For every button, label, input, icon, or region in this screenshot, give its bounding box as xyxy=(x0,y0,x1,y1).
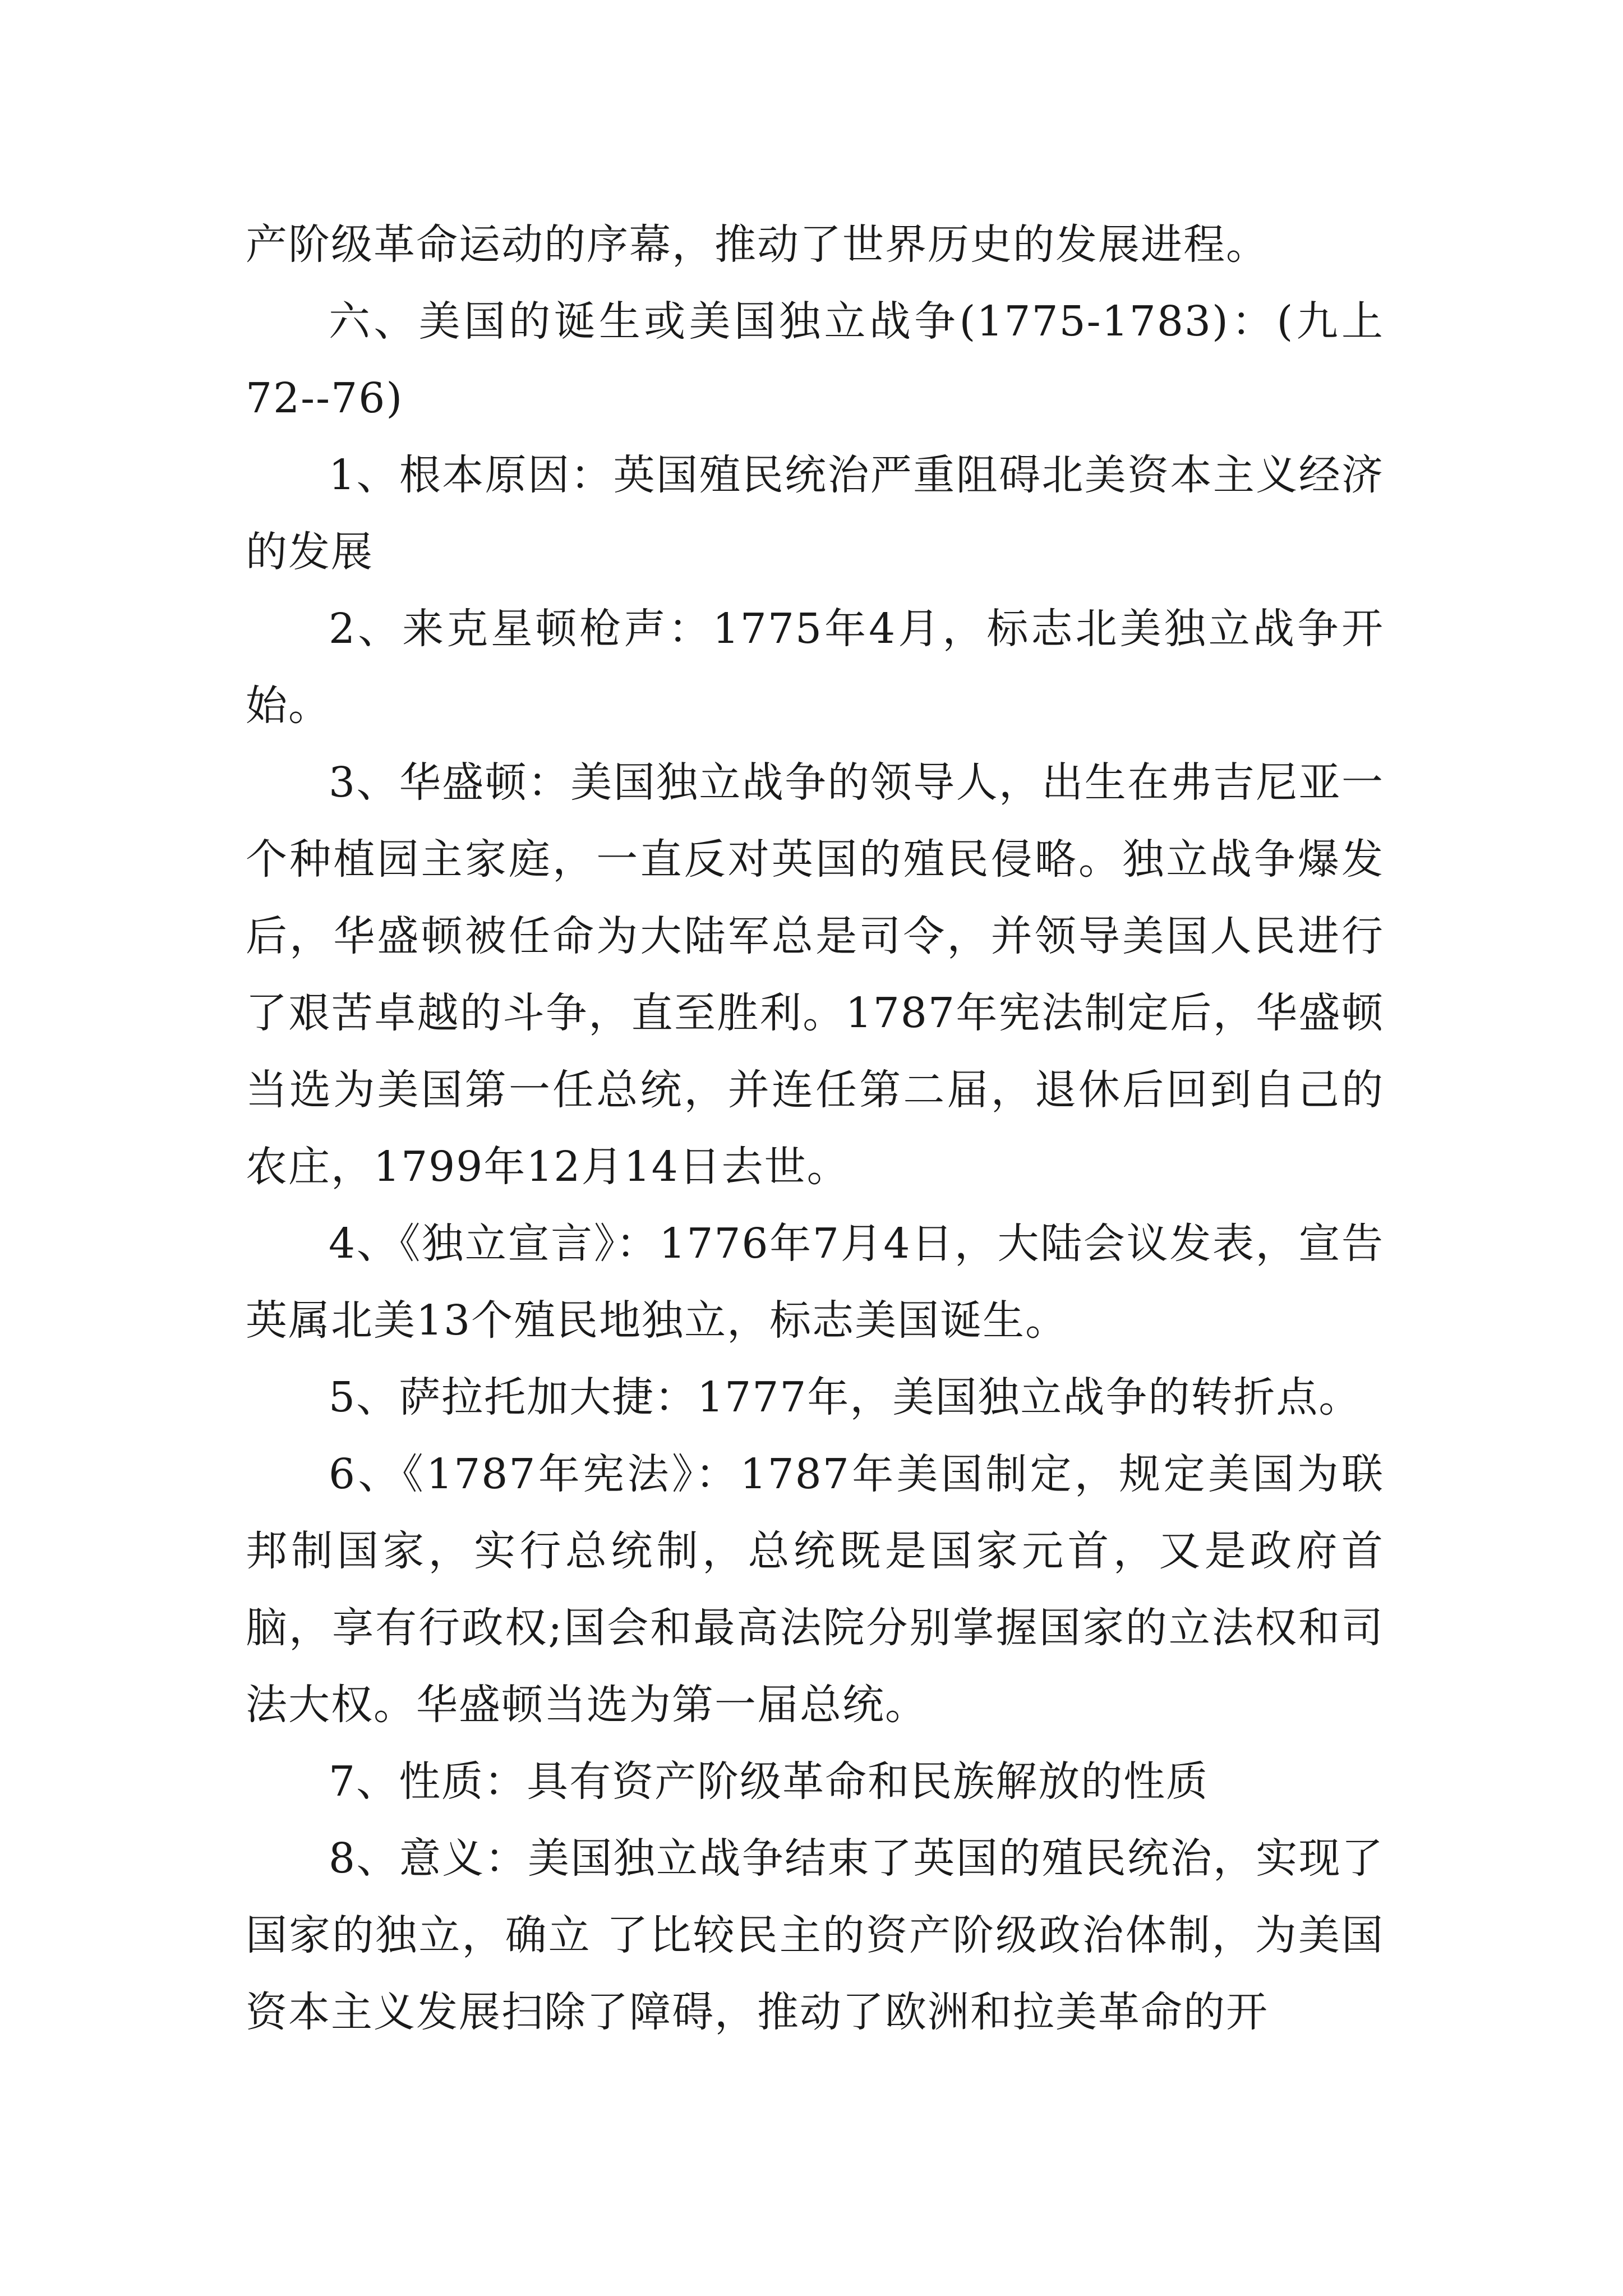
paragraph-significance: 8、意义：美国独立战争结束了英国的殖民统治，实现了国家的独立，确立 了比较民主的资产阶级政治体制，为美国资本主义发展扫除了障碍，推动了欧洲和拉美革命的开 xyxy=(246,1834,1384,2036)
section-heading-american-independence: 六、美国的诞生或美国独立战争(1775-1783)：(九上72--76) xyxy=(246,297,1384,422)
document-body xyxy=(246,206,1384,2051)
paragraph-lexington: 2、来克星顿枪声：1775年4月，标志北美独立战争开始。 xyxy=(246,605,1384,730)
paragraph-saratoga: 5、萨拉托加大捷：1777年，美国独立战争的转折点。 xyxy=(329,1373,1362,1421)
paragraph-continuation: 产阶级革命运动的序幕，推动了世界历史的发展进程。 xyxy=(246,220,1269,269)
paragraph-washington: 3、华盛顿：美国独立战争的领导人，出生在弗吉尼亚一个种植园主家庭，一直反对英国的殖民侵略。独立战争爆发后，华盛顿被任命为大陆军总是司令，并领导美国人民进行了艰苦卓越的斗争，直至胜利。1787年宪法制定后，华盛顿当选为美国第一任总统，并连任第二届，退休后回到自己的农庄，1799年12月14日去世。 xyxy=(246,758,1384,1191)
paragraph-constitution: 6、《1787年宪法》：1787年美国制定，规定美国为联邦制国家，实行总统制，总统既是国家元首，又是政府首脑，享有行政权;国会和最高法院分别掌握国家的立法权和司法大权。华盛顿当选为第一届总统。 xyxy=(246,1450,1384,1729)
paragraph-root-cause: 1、根本原因：英国殖民统治严重阻碍北美资本主义经济的发展 xyxy=(246,451,1384,576)
paragraph-nature: 7、性质：具有资产阶级革命和民族解放的性质 xyxy=(329,1757,1209,1806)
paragraph-declaration: 4、《独立宣言》：1776年7月4日，大陆会议发表，宣告英属北美13个殖民地独立，标志美国诞生。 xyxy=(246,1220,1384,1345)
